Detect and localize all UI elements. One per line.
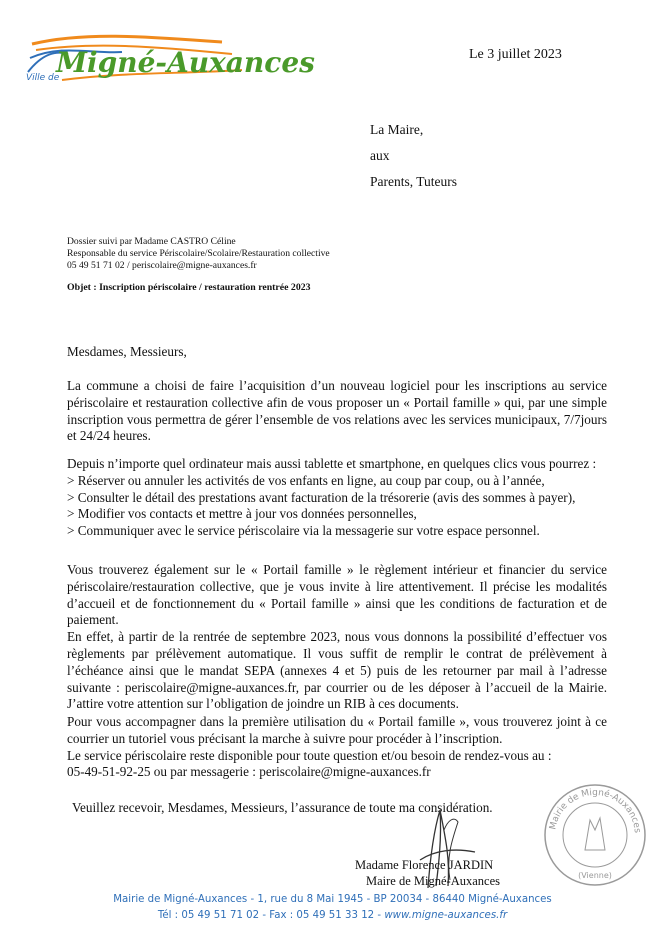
recipient-audience: Parents, Tuteurs (370, 174, 458, 189)
paragraph-1-text: La commune a choisi de faire l’acquisition d’un nouveau logiciel pour les inscriptions au service périscolaire et restauration collective afin de vous proposer un « Portail famille » qui, par une simple inscription vous permettra de gérer l’ensemble de vos relations avec les services municipaux, 7/7jours et 24/24 heures. (67, 378, 607, 444)
stamp-ring-text: Mairie de Migné-Auxances (548, 787, 642, 834)
paragraph-1 (67, 378, 607, 445)
logo-town-name-text: Migné-Auxances (56, 46, 315, 79)
paragraph-6-text: Le service périscolaire reste disponible pour toute question et/ou besoin de rendez-vous au : (67, 747, 552, 763)
letter-subject: Objet : Inscription périscolaire / restauration rentrée 2023 (67, 282, 311, 293)
paragraph-2-intro: Depuis n’importe quel ordinateur mais aussi tablette et smartphone, en quelques clics vous pourrez : (67, 456, 597, 471)
recipient-aux: aux (370, 148, 390, 163)
paragraph-2 (67, 456, 607, 540)
paragraph-4-text: En effet, à partir de la rentrée de septembre 2023, nous vous donnons la possibilité d’effectuer vos règlements par prélèvement automatique. Il vous suffit de remplir le contrat de prélèvement à l’échéance ainsi que le mandat SEPA (annexes 4 et 5) puis de les retourner par mail à l’adresse suivante : periscolaire@migne-auxances.fr, par courrier ou de les déposer à l’accueil de la Mairie. J’attire votre attention sur l’obligation de joindre un RIB à ces documents. (67, 629, 607, 712)
sender-title: La Maire, (370, 122, 424, 137)
paragraph-5 (67, 714, 607, 781)
footer-contact (0, 910, 665, 921)
stamp-bottom-text: (Vienne) (578, 871, 612, 880)
bullet-item: > Réserver ou annuler les activités de vos enfants en ligne, au coup par coup, ou à l’année, (67, 472, 545, 488)
bullet-item: > Communiquer avec le service périscolaire via la messagerie sur votre espace personnel. (67, 523, 540, 539)
bullet-item: > Modifier vos contacts et mettre à jour vos données personnelles, (67, 506, 417, 522)
letter-date: Le 3 juillet 2023 (469, 47, 562, 62)
signatory-name: Madame Florence JARDIN (355, 858, 494, 872)
footer-website: www.migne-auxances.fr (384, 910, 508, 921)
bullet-item: > Consulter le détail des prestations avant facturation de la trésorerie (avis des sommes à payer), (67, 489, 576, 505)
footer-phone-fax: Tél : 05 49 51 71 02 - Fax : 05 49 51 33 12 - (157, 910, 385, 921)
official-stamp (540, 780, 650, 890)
paragraph-7-text: 05-49-51-92-25 ou par messagerie : periscolaire@migne-auxances.fr (67, 764, 431, 780)
ville-de-migne-auxances-logo (22, 14, 315, 94)
salutation (67, 344, 607, 361)
dossier-line-2: Responsable du service Périscolaire/Scolaire/Restauration collective (67, 248, 330, 259)
paragraph-3-text: Vous trouverez également sur le « Portail famille » le règlement intérieur et financier du service périscolaire/restauration collective, que je vous invite à lire attentivement. Il précise les modalités d’accueil et de fonctionnement du « Portail famille » ainsi que les conditions de facturation et de paiement. (67, 562, 607, 628)
footer-address: Mairie de Migné-Auxances - 1, rue du 8 Mai 1945 - BP 20034 - 86440 Migné-Auxances (113, 894, 552, 905)
svg-text:Mairie de Migné-Auxances (548, 788, 642, 834)
closing-text: Veuillez recevoir, Mesdames, Messieurs, l’assurance de toute ma considération. (72, 800, 493, 815)
salutation-text: Mesdames, Messieurs, (67, 344, 187, 359)
paragraph-5-text: Pour vous accompagner dans la première utilisation du « Portail famille », vous trouverez joint à ce courrier un tutoriel vous précisant la marche à suivre pour procéder à l’inscription. (67, 714, 607, 746)
dossier-line-3: 05 49 51 71 02 / periscolaire@migne-auxances.fr (67, 260, 257, 271)
signatory-title: Maire de Migné-Auxances (366, 874, 500, 888)
paragraph-3 (67, 562, 607, 713)
dossier-line-1: Dossier suivi par Madame CASTRO Céline (67, 236, 236, 247)
logo-ville-de-text: Ville de (26, 73, 60, 83)
closing (72, 800, 612, 817)
